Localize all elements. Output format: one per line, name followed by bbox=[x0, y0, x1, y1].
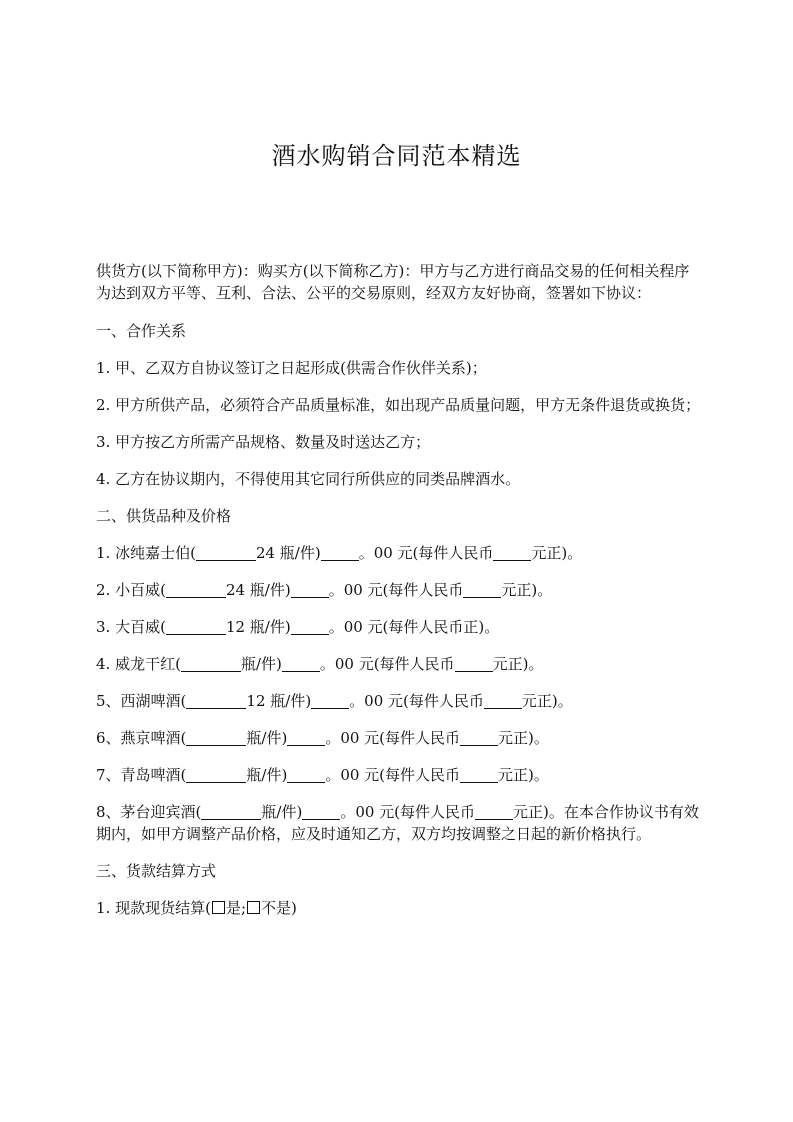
product-name: 3. 大百威( bbox=[96, 618, 166, 636]
product-price: 。00 元(每件人民币 bbox=[325, 766, 461, 784]
product-spec: 瓶/件) bbox=[261, 803, 303, 821]
checkbox-no-label: 不是) bbox=[261, 899, 297, 917]
document-body bbox=[96, 260, 704, 934]
fill-blank[interactable] bbox=[287, 766, 325, 783]
fill-blank[interactable] bbox=[311, 692, 349, 709]
product-price: 。00 元(每件人民币 bbox=[358, 544, 494, 562]
fill-blank[interactable] bbox=[186, 729, 246, 746]
document-title: 酒水购销合同范本精选 bbox=[271, 142, 522, 170]
fill-blank[interactable] bbox=[282, 655, 320, 672]
fill-blank[interactable] bbox=[463, 581, 501, 598]
product-item bbox=[96, 653, 704, 675]
product-name: 6、燕京啤酒( bbox=[96, 729, 187, 747]
fill-blank[interactable] bbox=[484, 692, 522, 709]
fill-blank[interactable] bbox=[475, 803, 513, 820]
product-spec: 12 瓶/件) bbox=[225, 618, 291, 636]
fill-blank[interactable] bbox=[291, 618, 329, 635]
product-item bbox=[96, 690, 704, 712]
section-heading-products: 二、供货品种及价格 bbox=[96, 507, 232, 525]
product-price: 。00 元(每件人民币 bbox=[319, 655, 455, 673]
product-item bbox=[96, 801, 704, 845]
fill-blank[interactable] bbox=[291, 581, 329, 598]
product-item bbox=[96, 616, 704, 638]
product-name: 5、西湖啤酒( bbox=[96, 692, 187, 710]
fill-blank[interactable] bbox=[166, 581, 226, 598]
product-item bbox=[96, 579, 704, 601]
fill-blank[interactable] bbox=[201, 803, 261, 820]
product-price-suffix: 元正)。 bbox=[501, 581, 553, 599]
product-item bbox=[96, 764, 704, 786]
checkbox-yes-label: 是; bbox=[225, 899, 246, 917]
product-item bbox=[96, 727, 704, 749]
product-name: 7、青岛啤酒( bbox=[96, 766, 187, 784]
fill-blank[interactable] bbox=[196, 544, 256, 561]
product-price-suffix: 元正)。 bbox=[492, 655, 544, 673]
product-price-suffix: 元正)。 bbox=[521, 692, 573, 710]
fill-blank[interactable] bbox=[455, 655, 493, 672]
fill-blank[interactable] bbox=[186, 766, 246, 783]
cooperation-item: 1. 甲、乙双方自协议签订之日起形成(供需合作伙伴关系)； bbox=[96, 359, 487, 377]
product-price-suffix: 元正)。 bbox=[498, 729, 549, 747]
product-name: 4. 威龙干红( bbox=[96, 655, 181, 673]
product-price: 。00 元(每件人民币 bbox=[325, 729, 461, 747]
product-price: 。00 元(每件人民币 bbox=[340, 803, 476, 821]
product-price-suffix: 元正)。 bbox=[498, 766, 549, 784]
fill-blank[interactable] bbox=[321, 544, 359, 561]
product-spec: 12 瓶/件) bbox=[246, 692, 312, 710]
product-spec: 24 瓶/件) bbox=[225, 581, 291, 599]
checkbox-no[interactable] bbox=[247, 901, 260, 914]
fill-blank[interactable] bbox=[287, 729, 325, 746]
fill-blank[interactable] bbox=[460, 766, 498, 783]
fill-blank[interactable] bbox=[186, 692, 246, 709]
section-heading-payment: 三、货款结算方式 bbox=[96, 862, 217, 880]
intro-paragraph: 供货方(以下简称甲方)：购买方(以下简称乙方)：甲方与乙方进行商品交易的任何相关程序为达到双方平等、互利、合法、公平的交易原则，经双方友好协商，签署如下协议： bbox=[96, 262, 690, 302]
cooperation-item: 4. 乙方在协议期内，不得使用其它同行所供应的同类品牌酒水。 bbox=[96, 470, 521, 488]
fill-blank[interactable] bbox=[493, 544, 531, 561]
payment-item bbox=[96, 897, 704, 919]
product-price: 。00 元(每件人民币 bbox=[349, 692, 484, 710]
fill-blank[interactable] bbox=[181, 655, 241, 672]
fill-blank[interactable] bbox=[460, 729, 498, 746]
cooperation-item: 3. 甲方按乙方所需产品规格、数量及时送达乙方； bbox=[96, 433, 431, 451]
product-spec: 瓶/件) bbox=[246, 729, 288, 747]
cooperation-item: 2. 甲方所供产品，必须符合产品质量标准，如出现产品质量问题，甲方无条件退货或换货； bbox=[96, 396, 701, 414]
product-name: 1. 冰纯嘉士伯( bbox=[96, 544, 196, 562]
product-name: 2. 小百威( bbox=[96, 581, 166, 599]
payment-option-label: 1. 现款现货结算( bbox=[96, 899, 211, 917]
fill-blank[interactable] bbox=[302, 803, 340, 820]
product-price: 。00 元(每件人民币 bbox=[328, 581, 464, 599]
product-price-suffix: 元正)。在本合作协议书有效期内，如甲方调整产品价格，应及时通知乙方，双方均按调整之日起的新价格执行。 bbox=[96, 803, 699, 843]
checkbox-yes[interactable] bbox=[212, 901, 225, 914]
fill-blank[interactable] bbox=[166, 618, 226, 635]
product-spec: 24 瓶/件) bbox=[255, 544, 321, 562]
product-price-suffix: 元正)。 bbox=[531, 544, 583, 562]
product-item bbox=[96, 542, 704, 564]
section-heading-cooperation: 一、合作关系 bbox=[96, 322, 187, 340]
product-price: 。00 元(每件人民币正)。 bbox=[328, 618, 500, 636]
product-spec: 瓶/件) bbox=[240, 655, 282, 673]
product-name: 8、茅台迎宾酒( bbox=[96, 803, 202, 821]
product-spec: 瓶/件) bbox=[246, 766, 288, 784]
